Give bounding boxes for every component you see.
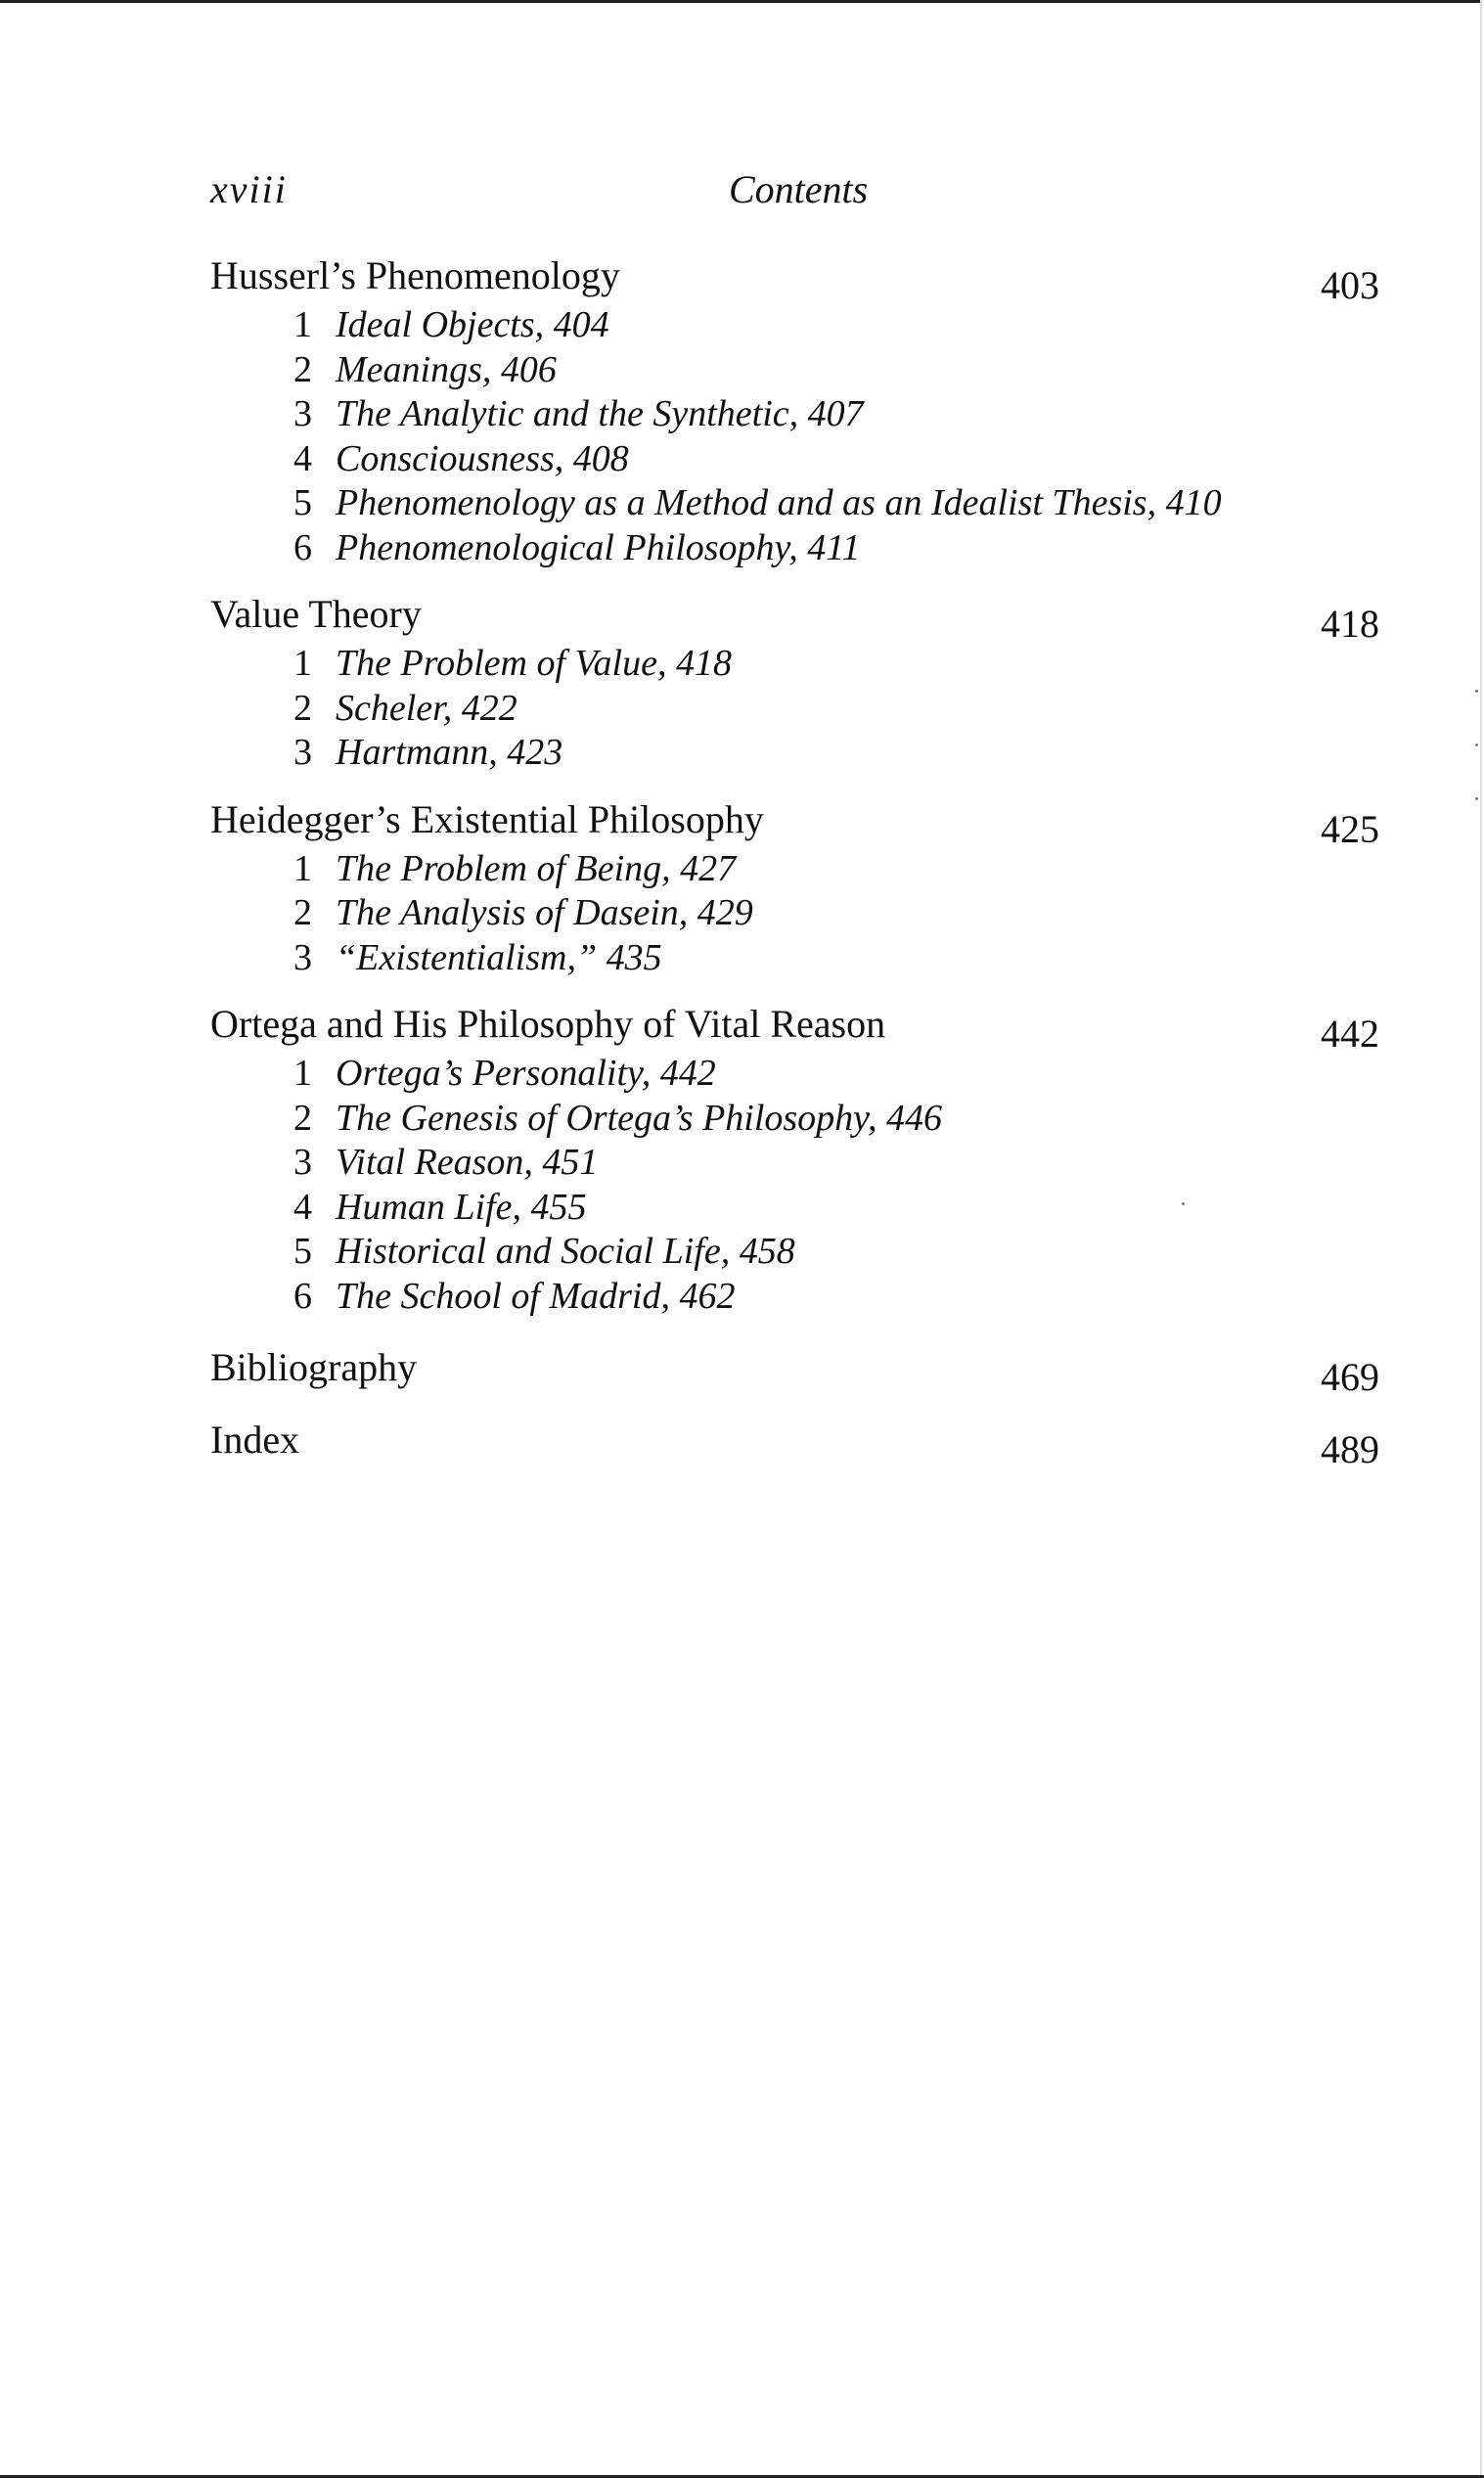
section-title: Ideal Objects, 404 (336, 304, 609, 345)
toc-chapter (210, 591, 1379, 776)
toc-section[interactable] (210, 437, 1379, 482)
toc-chapter-row[interactable] (210, 1001, 1379, 1056)
chapter-page-number: 425 (1321, 806, 1379, 851)
toc-section[interactable] (210, 1275, 1379, 1320)
page-top-edge (0, 0, 1484, 3)
chapter-page-number: 489 (1321, 1427, 1379, 1471)
toc-chapter-row[interactable] (210, 796, 1379, 851)
section-list (210, 303, 1379, 570)
section-number: 4 (293, 437, 312, 479)
section-number: 3 (293, 393, 312, 434)
toc-chapter (210, 1001, 1379, 1319)
page-folio: xviii (210, 167, 288, 211)
toc-section[interactable] (210, 1230, 1379, 1275)
chapter-page-number: 403 (1321, 263, 1379, 307)
toc-section[interactable] (210, 526, 1379, 571)
section-number: 6 (293, 1275, 312, 1317)
table-of-contents (210, 252, 1379, 1471)
chapter-title: Value Theory (210, 592, 422, 636)
toc-chapter-row[interactable] (210, 591, 1379, 646)
section-list (210, 642, 1379, 776)
section-list (210, 1052, 1379, 1319)
toc-section[interactable] (210, 1141, 1379, 1186)
toc-section[interactable] (210, 348, 1379, 393)
scan-speck (1182, 1202, 1185, 1205)
chapter-page-number: 469 (1321, 1355, 1379, 1399)
chapter-page-number: 418 (1321, 602, 1379, 646)
toc-section[interactable] (210, 891, 1379, 936)
page-right-edge (1480, 0, 1484, 2478)
section-title: The Problem of Value, 418 (336, 643, 732, 684)
toc-chapter-row[interactable] (210, 1344, 1379, 1399)
chapter-title: Husserl’s Phenomenology (210, 253, 620, 297)
toc-section[interactable] (210, 1186, 1379, 1231)
section-title: Phenomenological Philosophy, 411 (336, 526, 861, 568)
section-list (210, 847, 1379, 981)
section-title: Vital Reason, 451 (336, 1142, 599, 1183)
toc-section[interactable] (210, 303, 1379, 348)
section-number: 1 (293, 643, 312, 684)
section-title: Meanings, 406 (336, 348, 557, 390)
section-title: Scheler, 422 (336, 687, 517, 729)
toc-section[interactable] (210, 936, 1379, 981)
toc-section[interactable] (210, 847, 1379, 892)
section-number: 3 (293, 936, 312, 978)
section-title: Phenomenology as a Method and as an Idealist Thesis, 410 (336, 482, 1222, 523)
scan-speck (1475, 797, 1478, 800)
chapter-title: Ortega and His Philosophy of Vital Reason (210, 1002, 886, 1046)
toc-section[interactable] (210, 481, 1379, 526)
toc-chapter-row[interactable] (210, 252, 1379, 307)
running-head (210, 166, 1286, 225)
section-number: 1 (293, 1053, 312, 1094)
section-title: The Problem of Being, 427 (336, 847, 737, 889)
section-title: Human Life, 455 (336, 1186, 587, 1228)
toc-section[interactable] (210, 1097, 1379, 1142)
chapter-title: Heidegger’s Existential Philosophy (210, 796, 764, 841)
section-number: 4 (293, 1186, 312, 1228)
section-title: Ortega’s Personality, 442 (336, 1053, 716, 1094)
section-number: 3 (293, 732, 312, 773)
section-number: 2 (293, 348, 312, 390)
section-number: 1 (293, 304, 312, 345)
section-number: 2 (293, 687, 312, 729)
section-title: The Analysis of Dasein, 429 (336, 892, 753, 933)
scan-speck (1475, 743, 1478, 746)
toc-section[interactable] (210, 687, 1379, 732)
section-title: The Analytic and the Synthetic, 407 (336, 393, 864, 434)
section-title: Historical and Social Life, 458 (336, 1231, 795, 1272)
toc-chapter (210, 252, 1379, 570)
toc-section[interactable] (210, 392, 1379, 437)
toc-section[interactable] (210, 642, 1379, 687)
chapter-title: Index (210, 1418, 300, 1462)
section-title: The Genesis of Ortega’s Philosophy, 446 (336, 1097, 942, 1139)
section-number: 5 (293, 1231, 312, 1272)
toc-chapter (210, 1344, 1379, 1399)
toc-chapter (210, 796, 1379, 981)
section-title: Consciousness, 408 (336, 437, 629, 479)
section-number: 6 (293, 526, 312, 568)
toc-chapter-row[interactable] (210, 1417, 1379, 1471)
chapter-page-number: 442 (1321, 1012, 1379, 1056)
section-number: 1 (293, 847, 312, 889)
section-title: Hartmann, 423 (336, 732, 563, 773)
section-number: 5 (293, 482, 312, 523)
toc-chapter (210, 1417, 1379, 1471)
toc-section[interactable] (210, 1052, 1379, 1097)
section-number: 3 (293, 1142, 312, 1183)
section-title: “Existentialism,” 435 (336, 936, 662, 978)
section-title: The School of Madrid, 462 (336, 1275, 736, 1317)
section-number: 2 (293, 1097, 312, 1139)
running-head-title: Contents (729, 167, 869, 211)
section-number: 2 (293, 892, 312, 933)
chapter-title: Bibliography (210, 1345, 418, 1389)
scan-speck (1475, 690, 1478, 693)
toc-section[interactable] (210, 731, 1379, 776)
